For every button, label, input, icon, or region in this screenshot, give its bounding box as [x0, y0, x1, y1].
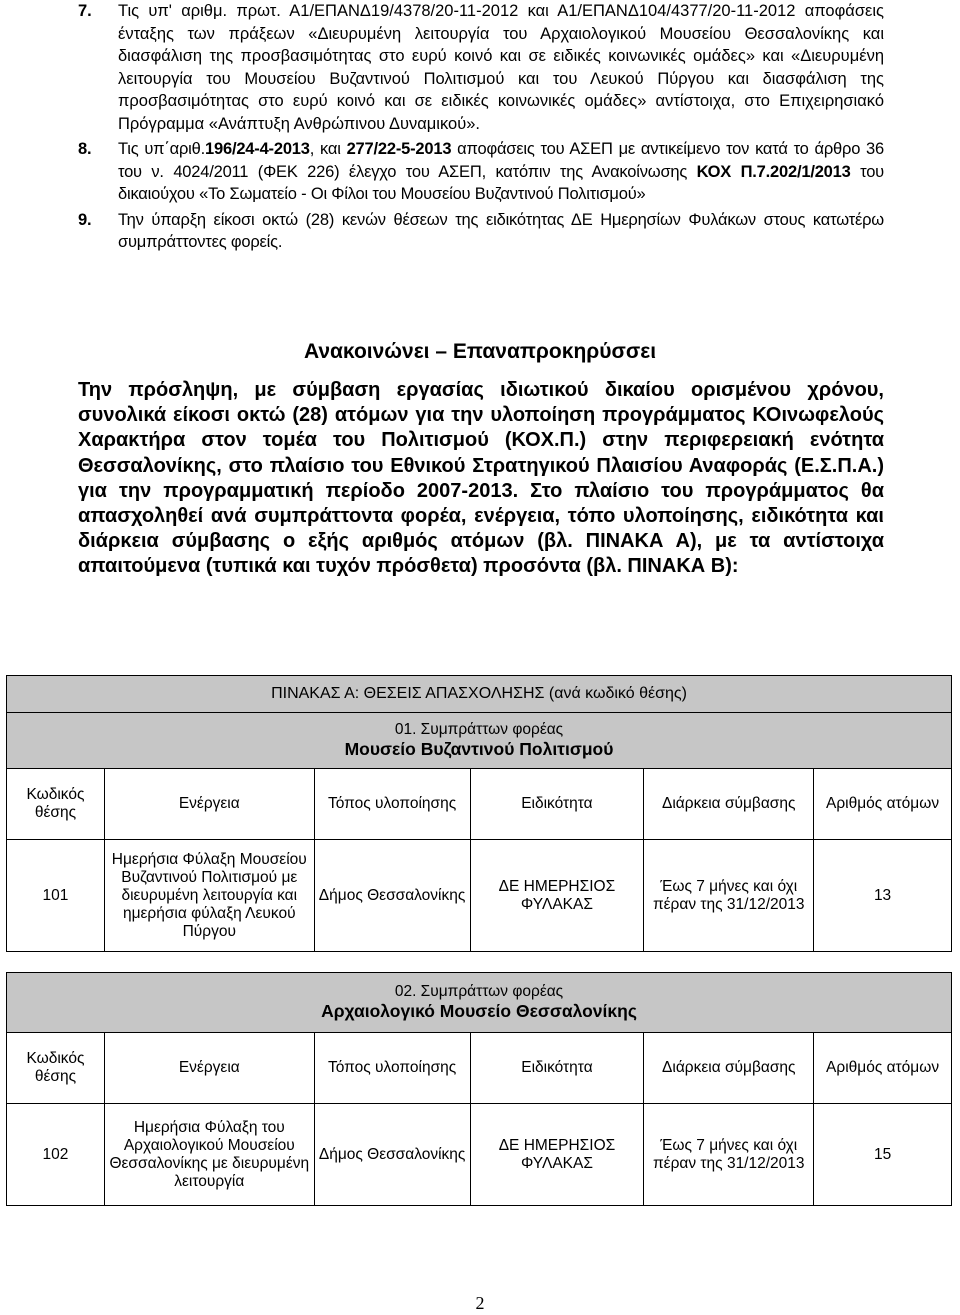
list-item-7: [78, 0, 884, 135]
place-cell: Δήμος Θεσσαλονίκης: [314, 840, 470, 952]
section-heading: Ανακοινώνει – Επαναπροκηρύσσει: [303, 340, 657, 363]
position-code: 101: [7, 840, 105, 952]
column-header: Τόπος υλοποίησης: [314, 1033, 470, 1104]
count-cell: 13: [814, 840, 952, 952]
item-text-part: Τις υπ΄αριθ.: [118, 140, 206, 158]
column-header: Κωδικός θέσης: [7, 769, 105, 840]
decision-number: 277/22-5-2013: [346, 140, 452, 158]
column-header: Αριθμός ατόμων: [814, 1033, 952, 1104]
positions-table-1: [6, 675, 952, 952]
table-header-row: [7, 769, 952, 840]
action-cell: Ημερήσια Φύλαξη του Αρχαιολογικού Μουσείου Θεσσαλονίκης με διευρυμένη λειτουργία: [104, 1104, 314, 1206]
partner-label: 02. Συμπράττων φορέας: [394, 983, 564, 1000]
column-header: Ειδικότητα: [470, 1033, 644, 1104]
item-text: Την ύπαρξη είκοσι οκτώ (28) κενών θέσεων της ειδικότητας ΔΕ Ημερησίων Φυλάκων στους κατωτέρω συμπράττοντες φορείς.: [118, 210, 884, 251]
positions-table-2: [6, 972, 952, 1206]
item-text-part: αποφάσεις του ΑΣΕΠ με αντικείμενο τον κατά το άρθρο 36 του ν. 4024/2011 (ΦΕΚ 226) έλεγχο του ΑΣΕΠ, κατόπιν της Ανακοίνωσης: [118, 140, 884, 181]
partner-label: 01. Συμπράττων φορέας: [394, 721, 564, 738]
announcement-paragraph: Την πρόσληψη, με σύμβαση εργασίας ιδιωτικού δικαίου ορισμένου χρόνου, συνολικά είκοσι οκτώ (28) ατόμων για την υλοποίηση προγράμματος ΚΟινωφελούς Χαρακτήρα στον τομέα του Πολιτισμού (ΚΟΧ.Π.) στην περιφερειακή ενότητα Θεσσαλονίκης, στο πλαίσιο του Εθνικού Στρατηγικού Πλαισίου Αναφοράς (Ε.Σ.Π.Α.) για την προγραμματική περίοδο 2007-2013. Στο πλαίσιο του προγράμματος θα απασχοληθεί ανά συμπράττοντα φορέα, ενέργεια, τόπο υλοποίησης, ειδικότητα και διάρκεια σύμβασης ο εξής αριθμός ατόμων (βλ. ΠΙΝΑΚΑ Α), με τα αντίστοιχα απαιτούμενα (τυπικά και τυχόν πρόσθετα) προσόντα (βλ. ΠΙΝΑΚΑ Β):: [78, 379, 884, 578]
item-number: 8.: [78, 140, 92, 158]
item-text-part: του δικαιούχου «Το Σωματείο - Οι Φίλοι του Μουσείου Βυζαντινού Πολιτισμού»: [118, 162, 884, 203]
announcement-code: ΚΟΧ Π.7.202/1/2013: [696, 162, 851, 181]
partner-cell: [7, 713, 952, 769]
partner-name: Αρχαιολογικό Μουσείο Θεσσαλονίκης: [321, 1001, 637, 1021]
decision-number: 196/24-4-2013: [205, 140, 310, 158]
table-row: [7, 840, 952, 952]
column-header: Κωδικός θέσης: [7, 1033, 105, 1104]
position-code: 102: [7, 1104, 105, 1206]
list-item-9: [78, 209, 884, 254]
column-header: Διάρκεια σύμβασης: [644, 769, 814, 840]
item-number: 7.: [78, 2, 92, 20]
table-title: ΠΙΝΑΚΑΣ Α: ΘΕΣΕΙΣ ΑΠΑΣΧΟΛΗΣΗΣ (ανά κωδικό θέσης): [7, 676, 952, 713]
specialty-cell: ΔΕ ΗΜΕΡΗΣΙΟΣ ΦΥΛΑΚΑΣ: [470, 1104, 644, 1206]
page-number: 2: [475, 1293, 485, 1313]
count-cell: 15: [814, 1104, 952, 1206]
numbered-list: [78, 0, 884, 254]
duration-cell: Έως 7 μήνες και όχι πέραν της 31/12/2013: [644, 1104, 814, 1206]
duration-cell: Έως 7 μήνες και όχι πέραν της 31/12/2013: [644, 840, 814, 952]
table-row: [7, 1104, 952, 1206]
item-number: 9.: [78, 210, 92, 229]
partner-cell: [7, 973, 952, 1033]
column-header: Ενέργεια: [104, 1033, 314, 1104]
specialty-cell: ΔΕ ΗΜΕΡΗΣΙΟΣ ΦΥΛΑΚΑΣ: [470, 840, 644, 952]
action-cell: Ημερήσια Φύλαξη Μουσείου Βυζαντινού Πολιτισμού με διευρυμένη λειτουργία και ημερήσια φύλαξη Λευκού Πύργου: [104, 840, 314, 952]
column-header: Αριθμός ατόμων: [814, 769, 952, 840]
place-cell: Δήμος Θεσσαλονίκης: [314, 1104, 470, 1206]
item-text-part: , και: [309, 140, 347, 158]
column-header: Διάρκεια σύμβασης: [644, 1033, 814, 1104]
list-item-8: [78, 138, 884, 206]
partner-name: Μουσείο Βυζαντινού Πολιτισμού: [344, 739, 614, 759]
item-text: Τις υπ' αριθμ. πρωτ. Α1/ΕΠΑΝΔ19/4378/20-11-2012 και Α1/ΕΠΑΝΔ104/4377/20-11-2012 αποφάσεις ένταξης των πράξεων «Διευρυμένη λειτουργία του Αρχαιολογικού Μουσείου Θεσσαλονίκης και διασφάλιση της προσβασιμότητας στο ευρύ κοινό και σε ειδικές κοινωνικές ομάδες» και «Διευρυμένη λειτουργία του Μουσείου Βυζαντινού Πολιτισμού και του Λευκού Πύργου και διασφάλιση της προσβασιμότητας στο ευρύ κοινό και σε ειδικές κοινωνικές ομάδες» αντίστοιχα, στο Επιχειρησιακό Πρόγραμμα «Ανάπτυξη Ανθρώπινου Δυναμικού».: [118, 2, 884, 133]
table-header-row: [7, 1033, 952, 1104]
column-header: Τόπος υλοποίησης: [314, 769, 470, 840]
column-header: Ειδικότητα: [470, 769, 644, 840]
column-header: Ενέργεια: [104, 769, 314, 840]
